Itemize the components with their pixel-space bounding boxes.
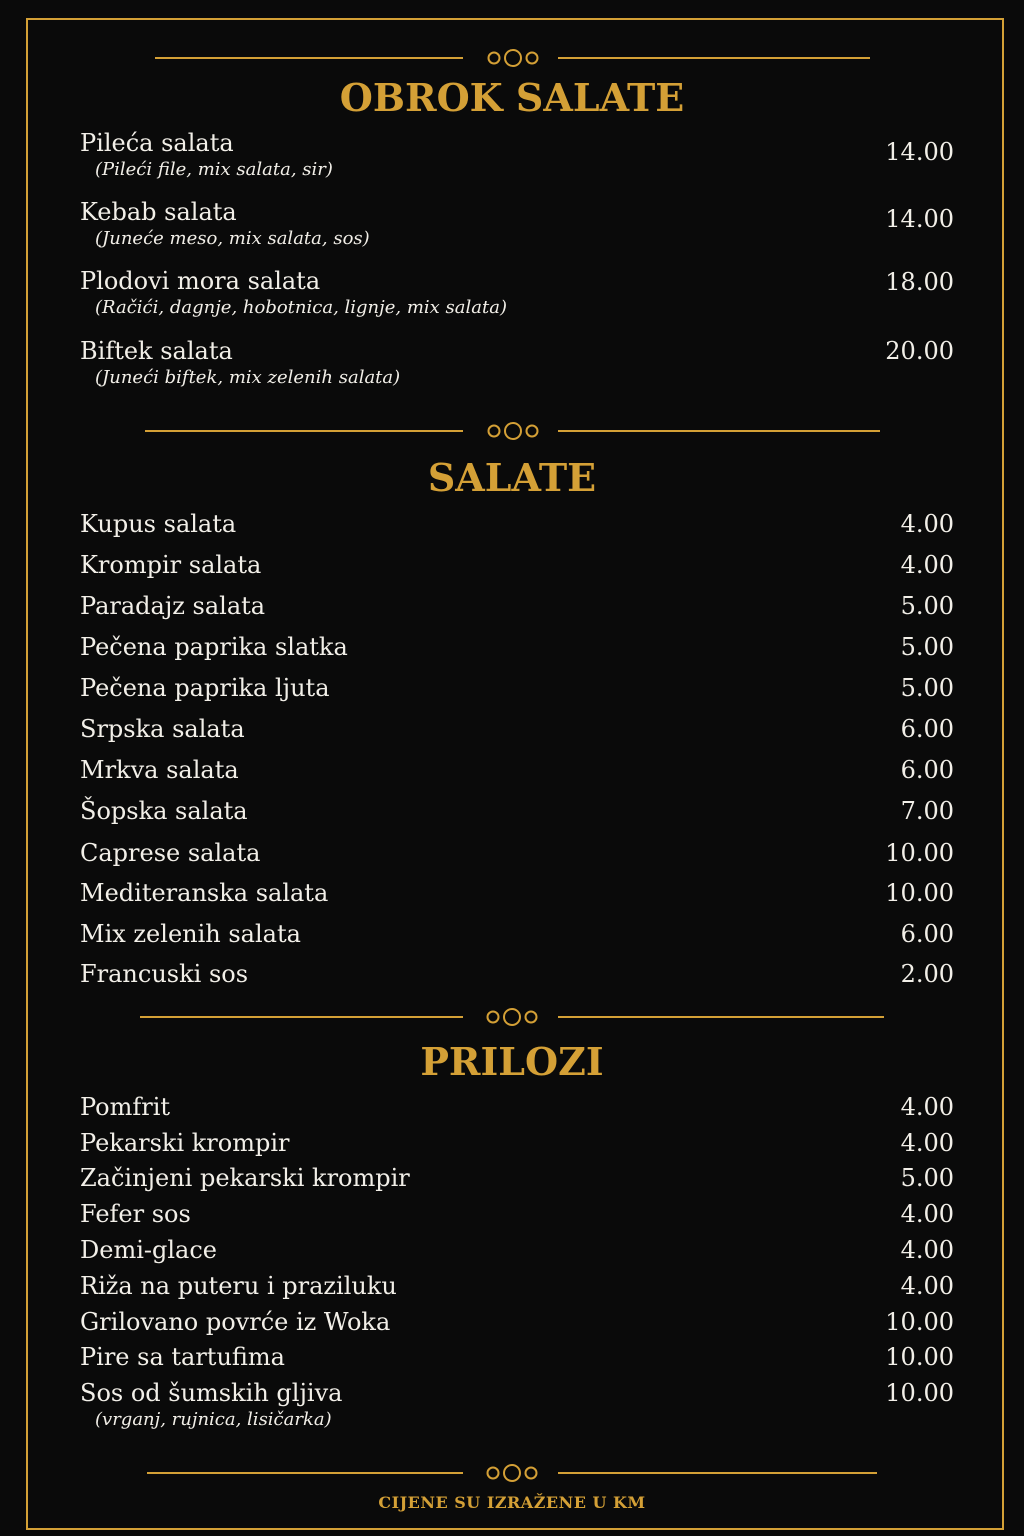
item-name: Mrkva salata	[80, 756, 239, 784]
menu-item	[80, 960, 954, 988]
menu-item	[80, 592, 954, 620]
item-name: Caprese salata	[80, 839, 261, 867]
ornament-divider	[147, 1461, 877, 1485]
item-name: Biftek salata	[80, 337, 233, 365]
menu-item	[80, 1129, 954, 1157]
ornament-rings-icon	[482, 1005, 542, 1029]
menu-item	[80, 267, 954, 319]
item-price: 2.00	[900, 960, 954, 988]
item-name: Riža na puteru i praziluku	[80, 1272, 397, 1300]
item-price: 10.00	[885, 839, 954, 867]
item-price: 5.00	[900, 633, 954, 661]
menu-item	[80, 1379, 954, 1431]
item-price: 10.00	[885, 1379, 954, 1407]
item-price: 5.00	[900, 1164, 954, 1192]
item-name: Pečena paprika slatka	[80, 633, 348, 661]
menu-item	[80, 715, 954, 743]
menu-item	[80, 337, 954, 389]
item-price: 10.00	[885, 1343, 954, 1371]
item-price: 6.00	[900, 715, 954, 743]
item-name: Paradajz salata	[80, 592, 266, 620]
item-price: 4.00	[900, 1272, 954, 1300]
menu-item	[80, 839, 954, 867]
menu-item	[80, 510, 954, 538]
item-name: Grilovano povrće iz Woka	[80, 1308, 391, 1336]
item-price: 4.00	[900, 1093, 954, 1121]
item-price: 4.00	[900, 510, 954, 538]
menu-item	[80, 1236, 954, 1264]
menu-item	[80, 879, 954, 907]
section-title-prilozi: PRILOZI	[420, 1039, 604, 1084]
item-price: 10.00	[885, 879, 954, 907]
menu-item	[80, 198, 954, 250]
item-price: 14.00	[885, 205, 954, 233]
item-price: 4.00	[900, 1200, 954, 1228]
menu-item	[80, 674, 954, 702]
menu-item	[80, 1164, 954, 1192]
item-name: Kebab salata	[80, 198, 237, 226]
item-description: (Račići, dagnje, hobotnica, lignje, mix salata)	[95, 297, 507, 318]
item-price: 7.00	[900, 797, 954, 825]
menu-item	[80, 920, 954, 948]
item-name: Pire sa tartufima	[80, 1343, 285, 1371]
item-price: 20.00	[885, 337, 954, 365]
item-price: 5.00	[900, 592, 954, 620]
ornament-rings-icon	[483, 46, 543, 70]
item-description: (vrganj, rujnica, lisičarka)	[95, 1409, 332, 1430]
ornament-rings-icon	[482, 1461, 542, 1485]
item-name: Demi-glace	[80, 1236, 217, 1264]
item-name: Srpska salata	[80, 715, 245, 743]
menu-item	[80, 1343, 954, 1371]
menu-item	[80, 1093, 954, 1121]
item-description: (Juneće meso, mix salata, sos)	[95, 228, 370, 249]
item-name: Pileća salata	[80, 129, 234, 157]
item-price: 10.00	[885, 1308, 954, 1336]
item-name: Mediteranska salata	[80, 879, 329, 907]
price-currency-note: CIJENE SU IZRAŽENE U KM	[378, 1493, 646, 1512]
item-name: Krompir salata	[80, 551, 262, 579]
item-name: Mix zelenih salata	[80, 920, 301, 948]
ornament-divider	[145, 419, 880, 443]
item-name: Sos od šumskih gljiva	[80, 1379, 343, 1407]
menu-item	[80, 129, 954, 181]
item-price: 4.00	[900, 1236, 954, 1264]
item-name: Pomfrit	[80, 1093, 171, 1121]
item-name: Pečena paprika ljuta	[80, 674, 330, 702]
item-price: 18.00	[885, 268, 954, 296]
item-name: Pekarski krompir	[80, 1129, 290, 1157]
item-price: 6.00	[900, 920, 954, 948]
menu-item	[80, 633, 954, 661]
menu-item	[80, 797, 954, 825]
item-name: Fefer sos	[80, 1200, 191, 1228]
ornament-divider	[140, 1005, 884, 1029]
section-title-obrok-salate: OBROK SALATE	[339, 75, 685, 120]
item-name: Kupus salata	[80, 510, 237, 538]
item-description: (Juneći biftek, mix zelenih salata)	[95, 367, 401, 388]
item-price: 4.00	[900, 551, 954, 579]
ornament-rings-icon	[483, 419, 543, 443]
menu-item	[80, 1272, 954, 1300]
item-name: Šopska salata	[80, 797, 248, 825]
menu-item	[80, 551, 954, 579]
item-name: Francuski sos	[80, 960, 249, 988]
item-price: 6.00	[900, 756, 954, 784]
ornament-divider	[155, 46, 870, 70]
section-title-salate: SALATE	[427, 455, 597, 500]
item-price: 4.00	[900, 1129, 954, 1157]
menu-item	[80, 1200, 954, 1228]
item-price: 5.00	[900, 674, 954, 702]
item-name: Začinjeni pekarski krompir	[80, 1164, 410, 1192]
item-name: Plodovi mora salata	[80, 267, 321, 295]
menu-item	[80, 1308, 954, 1336]
menu-item	[80, 756, 954, 784]
item-description: (Pileći file, mix salata, sir)	[95, 159, 333, 180]
item-price: 14.00	[885, 138, 954, 166]
